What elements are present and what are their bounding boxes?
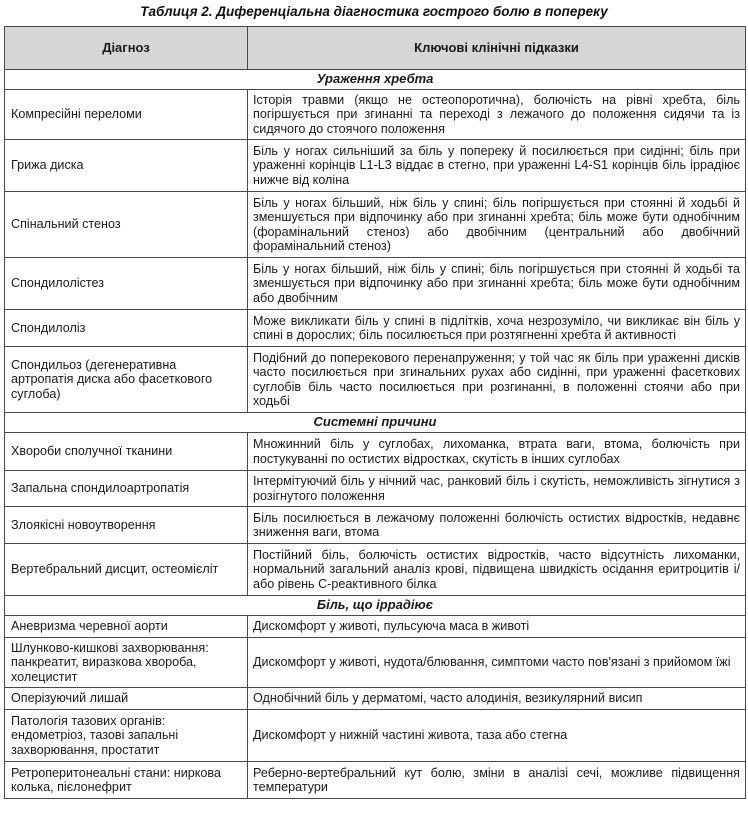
table-row bbox=[5, 471, 746, 507]
clinical-hint-cell: Історія травми (якщо не остеопоротична), болючість на рівні хребта, біль погіршується при згинанні та переході з лежачого до положення сидячи та із сидячого до стоячого положення bbox=[248, 90, 746, 140]
section-row bbox=[5, 596, 746, 616]
section-title: Системні причини bbox=[5, 413, 746, 433]
header-clinical-hints: Ключові клінічні підказки bbox=[248, 27, 746, 70]
diagnosis-cell: Вертебральний дисцит, остеомієліт bbox=[5, 544, 248, 596]
diagnosis-cell: Спондилоліз bbox=[5, 310, 248, 347]
table-row bbox=[5, 688, 746, 710]
section-row bbox=[5, 70, 746, 90]
table-row bbox=[5, 616, 746, 638]
table-row bbox=[5, 140, 746, 192]
table-row bbox=[5, 638, 746, 688]
table-header-row bbox=[5, 27, 746, 70]
table-row bbox=[5, 90, 746, 140]
diagnosis-cell: Спінальний стеноз bbox=[5, 192, 248, 258]
diagnosis-cell: Злоякісні новоутворення bbox=[5, 507, 248, 544]
table-caption: Таблиця 2. Диференціальна діагностика гострого болю в попереку bbox=[140, 4, 608, 19]
table-row bbox=[5, 544, 746, 596]
clinical-hint-cell: Дискомфорт у животі, нудота/блювання, симптоми часто пов'язані з прийомом їжі bbox=[248, 638, 746, 688]
diagnosis-cell: Спондилолістез bbox=[5, 258, 248, 310]
table-row bbox=[5, 762, 746, 799]
diagnosis-cell: Спондильоз (дегенеративна артропатія диска або фасеткового суглоба) bbox=[5, 347, 248, 413]
table-body bbox=[5, 70, 746, 799]
clinical-hint-cell: Біль у ногах сильніший за біль у попереку й посилюється при сидінні; біль при ураженні корінців L1-L3 віддає в стегно, при ураженні L4-S1 корінців біль іррадіює нижче від коліна bbox=[248, 140, 746, 192]
table-row bbox=[5, 310, 746, 347]
section-row bbox=[5, 413, 746, 433]
clinical-hint-cell: Подібний до поперекового перенапруження; у той час як біль при ураженні дисків часто посилюється при згинальних рухах або сидінні, при ураженні фасеткових суглобів біль часто посилюється при розгинанні, в положенні стоячи або при ходьбі bbox=[248, 347, 746, 413]
table-row bbox=[5, 347, 746, 413]
diagnosis-cell: Оперізуючий лишай bbox=[5, 688, 248, 710]
differential-diagnosis-table bbox=[4, 26, 746, 799]
clinical-hint-cell: Постійний біль, болючість остистих відростків, часто відсутність лихоманки, нормальний загальний аналіз крові, підвищена швидкість осідання еритроцитів і/або рівень С-реактивного білка bbox=[248, 544, 746, 596]
clinical-hint-cell: Реберно-вертебральний кут болю, зміни в аналізі сечі, можливе підвищення температури bbox=[248, 762, 746, 799]
clinical-hint-cell: Множинний біль у суглобах, лихоманка, втрата ваги, втома, болючість при постукуванні по остистих відростках, скутість в інших суглобах bbox=[248, 433, 746, 471]
clinical-hint-cell: Дискомфорт у животі, пульсуюча маса в животі bbox=[248, 616, 746, 638]
table-row bbox=[5, 192, 746, 258]
clinical-hint-cell: Може викликати біль у спині в підлітків, хоча незрозуміло, чи викликає він біль у спині в дорослих; біль посилюється при розтягненні хребта й активності bbox=[248, 310, 746, 347]
header-diagnosis: Діагноз bbox=[5, 27, 248, 70]
table-row bbox=[5, 258, 746, 310]
clinical-hint-cell: Біль у ногах більший, ніж біль у спині; біль погіршується при стоянні й ходьбі та зменшується при відпочинку або при згинанні хребта; біль може бути однобічним або двобічним bbox=[248, 258, 746, 310]
diagnosis-cell: Компресійні переломи bbox=[5, 90, 248, 140]
clinical-hint-cell: Дискомфорт у нижній частині живота, таза або стегна bbox=[248, 710, 746, 762]
table-row bbox=[5, 433, 746, 471]
diagnosis-cell: Патологія тазових органів: ендометріоз, тазові запальні захворювання, простатит bbox=[5, 710, 248, 762]
diagnosis-cell: Шлунково-кишкові захворювання: панкреатит, виразкова хвороба, холецистит bbox=[5, 638, 248, 688]
clinical-hint-cell: Біль посилюється в лежачому положенні болючість остистих відростків, недавнє зниження ваги, втома bbox=[248, 507, 746, 544]
diagnosis-cell: Хвороби сполучної тканини bbox=[5, 433, 248, 471]
clinical-hint-cell: Біль у ногах більший, ніж біль у спині; біль погіршується при стоянні й ходьбі й зменшується при відпочинку або при згинанні хребта; біль може бути однобічним (форамінальний стеноз) або двобічним (центральний або двобічний форамінальний стеноз) bbox=[248, 192, 746, 258]
diagnosis-cell: Запальна спондилоартропатія bbox=[5, 471, 248, 507]
clinical-hint-cell: Інтермітуючий біль у нічний час, ранковий біль і скутість, неможливість зігнутися з розігнутого положення bbox=[248, 471, 746, 507]
table-row bbox=[5, 507, 746, 544]
section-title: Ураження хребта bbox=[5, 70, 746, 90]
diagnosis-cell: Ретроперитонеальні стани: ниркова колька, пієлонефрит bbox=[5, 762, 248, 799]
section-title: Біль, що іррадіює bbox=[5, 596, 746, 616]
table-row bbox=[5, 710, 746, 762]
clinical-hint-cell: Однобічний біль у дерматомі, часто алодинія, везикулярний висип bbox=[248, 688, 746, 710]
diagnosis-cell: Аневризма черевної аорти bbox=[5, 616, 248, 638]
diagnosis-cell: Грижа диска bbox=[5, 140, 248, 192]
